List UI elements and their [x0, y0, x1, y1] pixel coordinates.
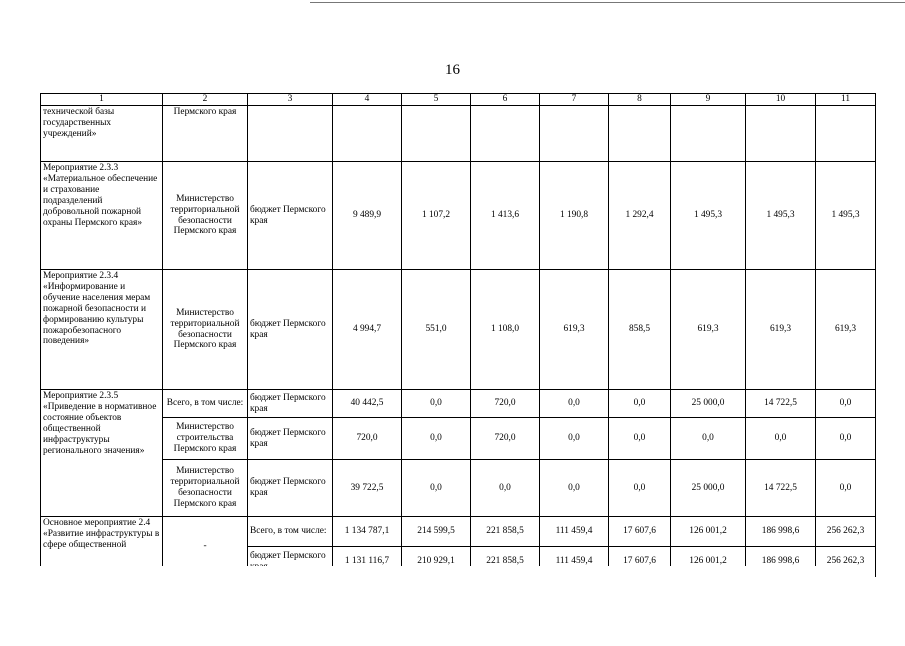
value-cell: [333, 106, 402, 162]
table-row: [41, 162, 876, 270]
activity-name-cell: Мероприятие 2.3.4 «Информирование и обучение населения мерам пожарной безопасности и формированию культуры пожаробезопасного поведения»: [41, 270, 163, 390]
activity-name-cell: Основное мероприятие 2.4 «Развитие инфраструктуры в сфере общественной: [41, 517, 163, 577]
value-cell: 1 495,3: [746, 162, 816, 270]
header-cell: 2: [163, 94, 248, 106]
value-cell: 39 722,5: [333, 460, 402, 517]
source-cell: бюджет Пермского края: [248, 270, 333, 390]
header-cell: 5: [402, 94, 471, 106]
value-cell: 210 929,1: [402, 547, 471, 577]
value-cell: 40 442,5: [333, 390, 402, 418]
value-cell: 14 722,5: [746, 390, 816, 418]
value-cell: [746, 106, 816, 162]
value-cell: 17 607,6: [609, 547, 671, 577]
source-cell: бюджет Пермского края: [248, 162, 333, 270]
value-cell: 0,0: [540, 460, 609, 517]
value-cell: 720,0: [471, 390, 540, 418]
activity-name-cell: Мероприятие 2.3.5 «Приведение в нормативное состояние объектов общественной инфраструктуры регионального значения»: [41, 390, 163, 517]
activity-name-cell: технической базы государственных учреждений»: [41, 106, 163, 162]
value-cell: 619,3: [746, 270, 816, 390]
value-cell: [540, 106, 609, 162]
value-cell: [609, 106, 671, 162]
value-cell: 0,0: [746, 418, 816, 460]
header-cell: 7: [540, 94, 609, 106]
value-cell: 256 262,3: [816, 517, 876, 547]
value-cell: 720,0: [333, 418, 402, 460]
value-cell: 720,0: [471, 418, 540, 460]
header-row: [41, 94, 876, 106]
header-cell: 1: [41, 94, 163, 106]
value-cell: 619,3: [540, 270, 609, 390]
value-cell: [671, 106, 746, 162]
executor-cell: -: [163, 517, 248, 577]
value-cell: 619,3: [671, 270, 746, 390]
value-cell: 0,0: [402, 390, 471, 418]
source-cell: [248, 106, 333, 162]
executor-cell: Пермского края: [163, 106, 248, 162]
header-cell: 3: [248, 94, 333, 106]
header-cell: 4: [333, 94, 402, 106]
value-cell: 17 607,6: [609, 517, 671, 547]
header-cell: 11: [816, 94, 876, 106]
table-row: [41, 390, 876, 418]
value-cell: 186 998,6: [746, 517, 816, 547]
value-cell: 1 108,0: [471, 270, 540, 390]
value-cell: 0,0: [816, 390, 876, 418]
value-cell: 221 858,5: [471, 547, 540, 577]
value-cell: 1 107,2: [402, 162, 471, 270]
value-cell: 551,0: [402, 270, 471, 390]
table-row: [41, 460, 876, 517]
value-cell: 111 459,4: [540, 517, 609, 547]
value-cell: 0,0: [816, 418, 876, 460]
page-number: 16: [445, 62, 460, 78]
value-cell: 111 459,4: [540, 547, 609, 577]
value-cell: 126 001,2: [671, 547, 746, 577]
value-cell: [402, 106, 471, 162]
page-crop-mask: [40, 566, 875, 646]
source-cell: бюджет Пермского края: [248, 390, 333, 418]
value-cell: 214 599,5: [402, 517, 471, 547]
value-cell: 25 000,0: [671, 460, 746, 517]
top-edge-line: [310, 2, 905, 3]
value-cell: 221 858,5: [471, 517, 540, 547]
value-cell: 1 495,3: [816, 162, 876, 270]
source-cell: бюджет Пермского края: [248, 418, 333, 460]
table-row: [41, 418, 876, 460]
table-row: [41, 517, 876, 547]
header-cell: 9: [671, 94, 746, 106]
source-cell: бюджет Пермского: [248, 547, 333, 577]
source-cell: Всего, в том числе:: [248, 517, 333, 547]
value-cell: 1 495,3: [671, 162, 746, 270]
executor-cell: Министерство строительства Пермского края: [163, 418, 248, 460]
value-cell: 256 262,3: [816, 547, 876, 577]
value-cell: 1 190,8: [540, 162, 609, 270]
executor-cell: Министерство территориальной безопасности Пермского края: [163, 162, 248, 270]
value-cell: 14 722,5: [746, 460, 816, 517]
value-cell: 1 134 787,1: [333, 517, 402, 547]
value-cell: [816, 106, 876, 162]
value-cell: 25 000,0: [671, 390, 746, 418]
value-cell: 0,0: [540, 418, 609, 460]
value-cell: 0,0: [609, 460, 671, 517]
value-cell: 0,0: [609, 390, 671, 418]
table-row: [41, 106, 876, 162]
value-cell: 0,0: [540, 390, 609, 418]
value-cell: 1 413,6: [471, 162, 540, 270]
value-cell: 0,0: [816, 460, 876, 517]
value-cell: 4 994,7: [333, 270, 402, 390]
executor-cell: Всего, в том числе:: [163, 390, 248, 418]
header-cell: 10: [746, 94, 816, 106]
value-cell: 186 998,6: [746, 547, 816, 577]
value-cell: 0,0: [609, 418, 671, 460]
source-cell: бюджет Пермского края: [248, 460, 333, 517]
table-row: [41, 270, 876, 390]
value-cell: 1 292,4: [609, 162, 671, 270]
value-cell: 0,0: [471, 460, 540, 517]
value-cell: 0,0: [402, 460, 471, 517]
budget-table: [40, 93, 876, 577]
header-cell: 8: [609, 94, 671, 106]
value-cell: 9 489,9: [333, 162, 402, 270]
activity-name-cell: Мероприятие 2.3.3 «Материальное обеспечение и страхование подразделений добровольной пожарной охраны Пермского края»: [41, 162, 163, 270]
value-cell: 858,5: [609, 270, 671, 390]
header-cell: 6: [471, 94, 540, 106]
value-cell: 0,0: [671, 418, 746, 460]
value-cell: 1 131 116,7: [333, 547, 402, 577]
value-cell: 0,0: [402, 418, 471, 460]
value-cell: 619,3: [816, 270, 876, 390]
value-cell: [471, 106, 540, 162]
value-cell: 126 001,2: [671, 517, 746, 547]
executor-cell: Министерство территориальной безопасности Пермского края: [163, 460, 248, 517]
executor-cell: Министерство территориальной безопасности Пермского края: [163, 270, 248, 390]
